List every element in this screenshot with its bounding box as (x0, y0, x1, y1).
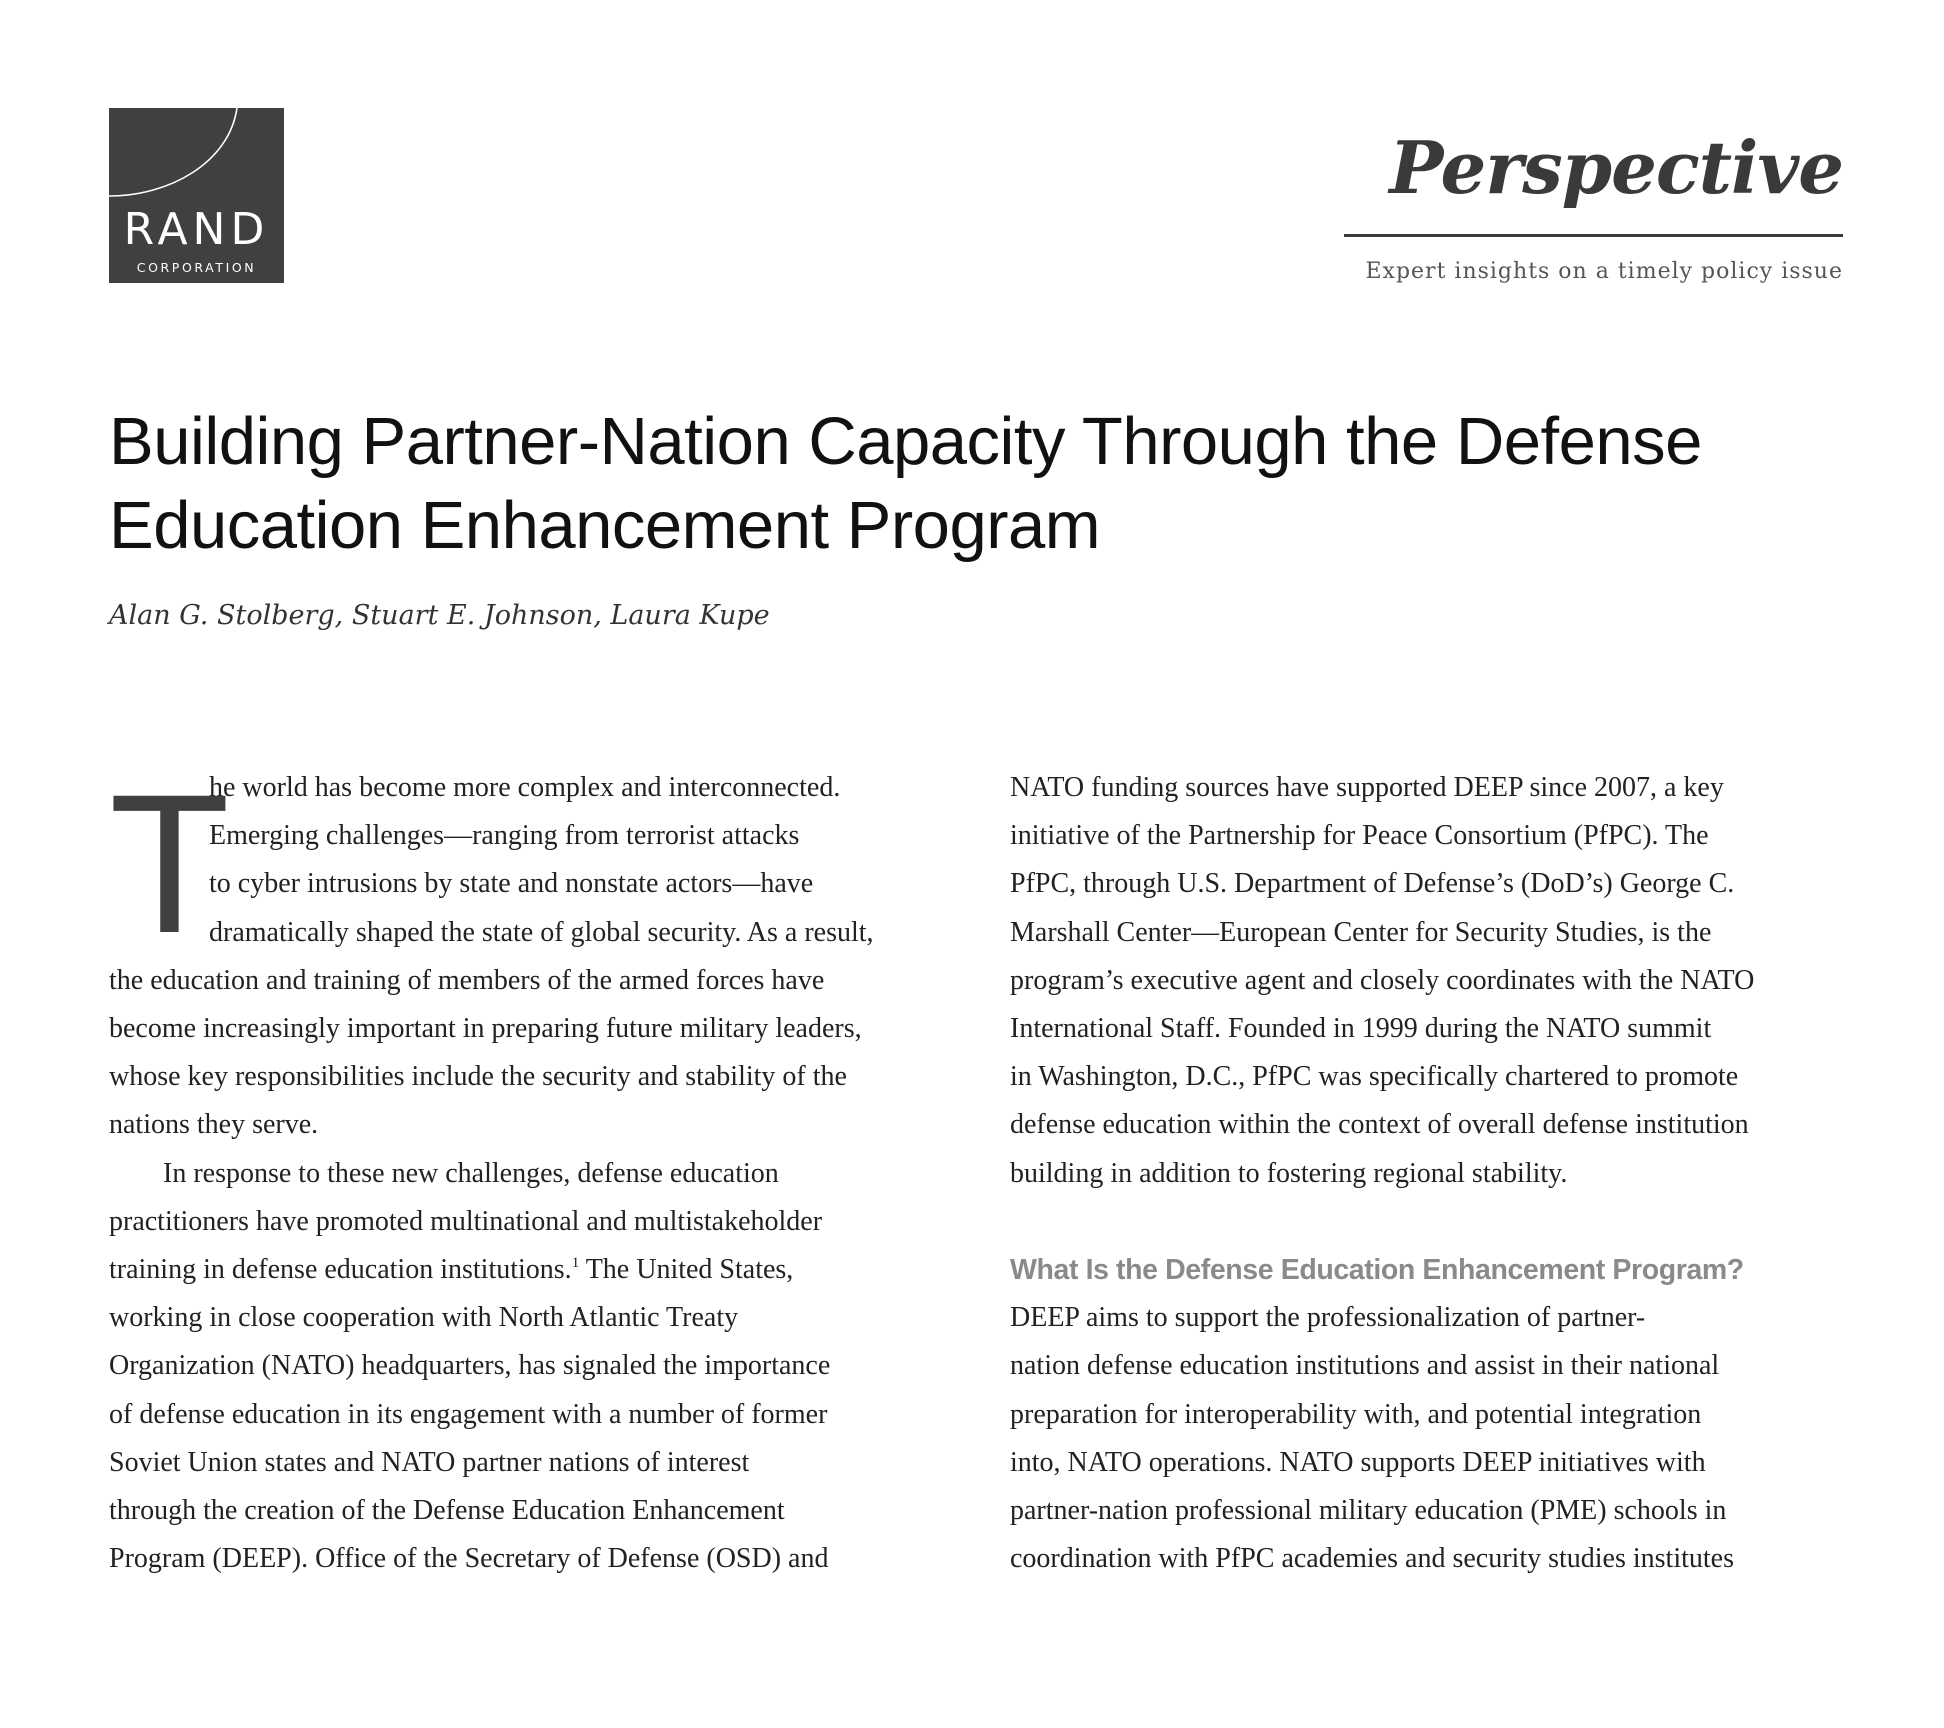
footnote-reference[interactable]: 1 (571, 1255, 580, 1272)
body-line: Emerging challenges—ranging from terrorist attacks (209, 820, 800, 852)
body-line: become increasingly important in preparing future military leaders, (109, 1013, 862, 1045)
author-list: Alan G. Stolberg, Stuart E. Johnson, Laura Kupe (109, 600, 770, 631)
section-heading: What Is the Defense Education Enhancement Program? (1010, 1254, 1744, 1287)
title-line: Building Partner-Nation Capacity Through the Defense (109, 404, 1702, 479)
right-column (1010, 764, 1860, 1583)
body-line: to cyber intrusions by state and nonstate actors—have (209, 868, 814, 900)
left-column (109, 753, 979, 1583)
body-text: training in defense education institutions. (109, 1254, 572, 1286)
logo-arc-graphic (109, 108, 284, 283)
body-line: Organization (NATO) headquarters, has signaled the importance (109, 1350, 831, 1382)
paragraph-gap (1010, 1198, 1860, 1246)
body-line: DEEP aims to support the professionalization of partner- (1010, 1302, 1646, 1334)
body-line: nation defense education institutions and assist in their national (1010, 1350, 1720, 1382)
body-line: International Staff. Founded in 1999 during the NATO summit (1010, 1013, 1712, 1045)
logo-wordmark: RAND (123, 204, 270, 255)
rand-logo (109, 108, 284, 283)
logo-subtitle: CORPORATION (136, 260, 257, 275)
body-line: dramatically shaped the state of global security. As a result, (209, 916, 874, 948)
body-line: Program (DEEP). Office of the Secretary of Defense (OSD) and (109, 1543, 829, 1575)
body-line: of defense education in its engagement with a number of former (109, 1398, 828, 1430)
body-line-with-footnote (109, 1246, 979, 1294)
body-text: The United States, (585, 1254, 794, 1286)
body-line: Soviet Union states and NATO partner nations of interest (109, 1446, 750, 1478)
body-line: Marshall Center—European Center for Security Studies, is the (1010, 916, 1712, 948)
body-line: coordination with PfPC academies and security studies institutes (1010, 1543, 1734, 1575)
body-line: defense education within the context of overall defense institution (1010, 1109, 1749, 1141)
series-tagline: Expert insights on a timely policy issue (1365, 259, 1843, 284)
document-title (109, 400, 1869, 568)
body-line: building in addition to fostering regional stability. (1010, 1157, 1568, 1189)
body-line: working in close cooperation with North Atlantic Treaty (109, 1302, 739, 1334)
body-line: into, NATO operations. NATO supports DEEP initiatives with (1010, 1446, 1706, 1478)
series-divider (1344, 234, 1843, 237)
body-line: in Washington, D.C., PfPC was specifically chartered to promote (1010, 1061, 1739, 1093)
body-line: initiative of the Partnership for Peace Consortium (PfPC). The (1010, 820, 1709, 852)
body-line: he world has become more complex and interconnected. (209, 772, 841, 803)
body-line: through the creation of the Defense Education Enhancement (109, 1495, 785, 1527)
body-line: partner-nation professional military education (PME) schools in (1010, 1495, 1727, 1527)
body-line: practitioners have promoted multinational and multistakeholder (109, 1205, 823, 1237)
body-line: nations they serve. (109, 1109, 319, 1141)
body-line: PfPC, through U.S. Department of Defense’s (DoD’s) George C. (1010, 868, 1735, 900)
drop-cap: T (109, 753, 230, 974)
body-line: In response to these new challenges, defense education (163, 1157, 779, 1189)
body-line: NATO funding sources have supported DEEP since 2007, a key (1010, 772, 1724, 803)
series-name: Perspective (1389, 125, 1843, 210)
title-line: Education Enhancement Program (109, 488, 1101, 563)
body-line: preparation for interoperability with, and potential integration (1010, 1398, 1702, 1430)
body-line: the education and training of members of the armed forces have (109, 964, 825, 996)
body-line: whose key responsibilities include the security and stability of the (109, 1061, 847, 1093)
body-line: program’s executive agent and closely coordinates with the NATO (1010, 964, 1755, 996)
